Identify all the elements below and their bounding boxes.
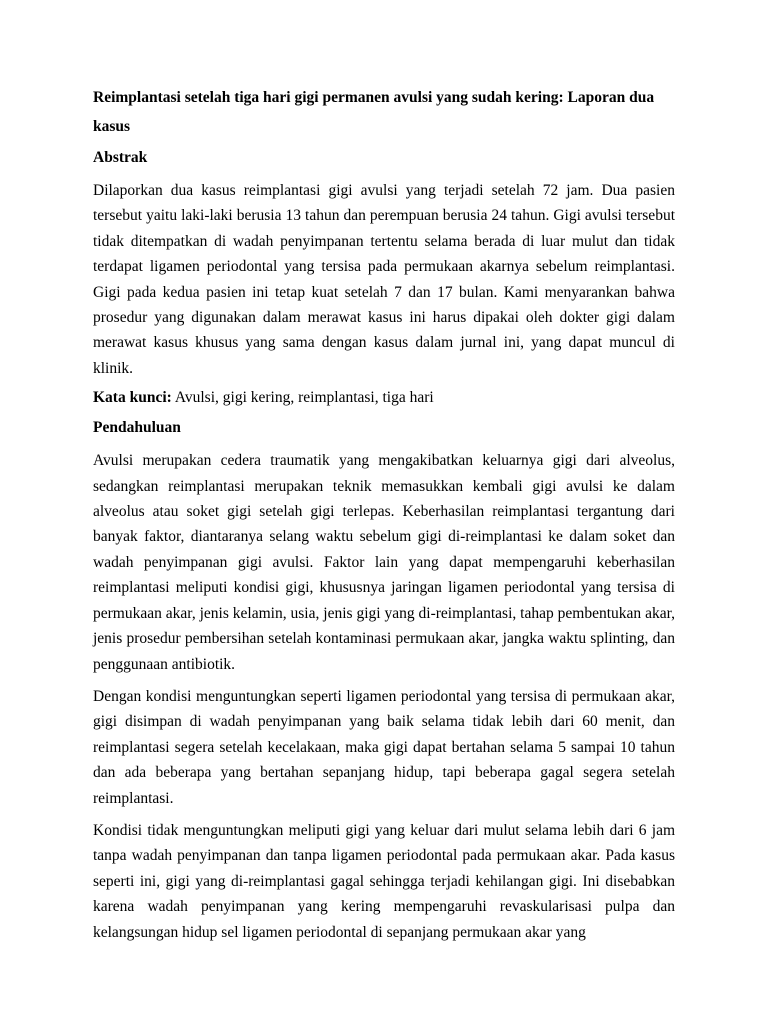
keywords-text: Avulsi, gigi kering, reimplantasi, tiga hari (171, 389, 434, 407)
intro-paragraph-2: Dengan kondisi menguntungkan seperti ligamen periodontal yang tersisa di permukaan akar, gigi disimpan di wadah penyimpanan yang baik selama tidak lebih dari 60 menit, dan reimplantasi segera setelah kecelakaan, maka gigi dapat bertahan selama 5 sampai 10 tahun dan ada beberapa yang bertahan sepanjang hidup, tapi beberapa gagal segera setelah reimplantasi. (93, 687, 675, 807)
intro-heading: Pendahuluan (93, 419, 181, 437)
document-page (93, 83, 675, 952)
intro-paragraph-3: Kondisi tidak menguntungkan meliputi gigi yang keluar dari mulut selama lebih dari 6 jam tanpa wadah penyimpanan dan tanpa ligamen periodontal pada permukaan akar. Pada kasus seperti ini, gigi yang di-reimplantasi gagal sehingga terjadi kehilangan gigi. Ini disebabkan karena wadah penyimpanan yang kering mempengaruhi revaskularisasi pulpa dan kelangsungan hidup sel ligamen periodontal di sepanjang permukaan akar yang (93, 821, 675, 941)
abstract-heading: Abstrak (93, 149, 148, 166)
keywords-line (93, 388, 675, 408)
keywords-label: Kata kunci: (93, 389, 172, 407)
document-title: Reimplantasi setelah tiga hari gigi permanen avulsi yang sudah kering: Laporan dua kasus (93, 89, 655, 135)
intro-paragraph-1: Avulsi merupakan cedera traumatik yang mengakibatkan keluarnya gigi dari alveolus, sedangkan reimplantasi merupakan teknik memasukkan kembali gigi avulsi ke dalam alveolus atau soket gigi setelah gigi terlepas. Keberhasilan reimplantasi tergantung dari banyak faktor, diantaranya selang waktu sebelum gigi di-reimplantasi ke dalam soket dan wadah penyimpanan gigi avulsi. Faktor lain yang dapat mempengaruhi keberhasilan reimplantasi meliputi kondisi gigi, khususnya jaringan ligamen periodontal yang tersisa di permukaan akar, jenis kelamin, usia, jenis gigi yang di-reimplantasi, tahap pembentukan akar, jenis prosedur pembersihan setelah kontaminasi permukaan akar, jangka waktu splinting, dan penggunaan antibiotik. (93, 452, 675, 673)
abstract-paragraph: Dilaporkan dua kasus reimplantasi gigi avulsi yang terjadi setelah 72 jam. Dua pasien tersebut yaitu laki-laki berusia 13 tahun dan perempuan berusia 24 tahun. Gigi avulsi tersebut tidak ditempatkan di wadah penyimpanan tertentu selama berada di luar mulut dan tidak terdapat ligamen periodontal yang tersisa pada permukaan akarnya sebelum reimplantasi. Gigi pada kedua pasien ini tetap kuat setelah 7 dan 17 bulan. Kami menyarankan bahwa prosedur yang digunakan dalam merawat kasus ini harus dipakai oleh dokter gigi dalam merawat kasus khusus yang sama dengan kasus dalam jurnal ini, yang dapat muncul di klinik. (93, 182, 675, 377)
